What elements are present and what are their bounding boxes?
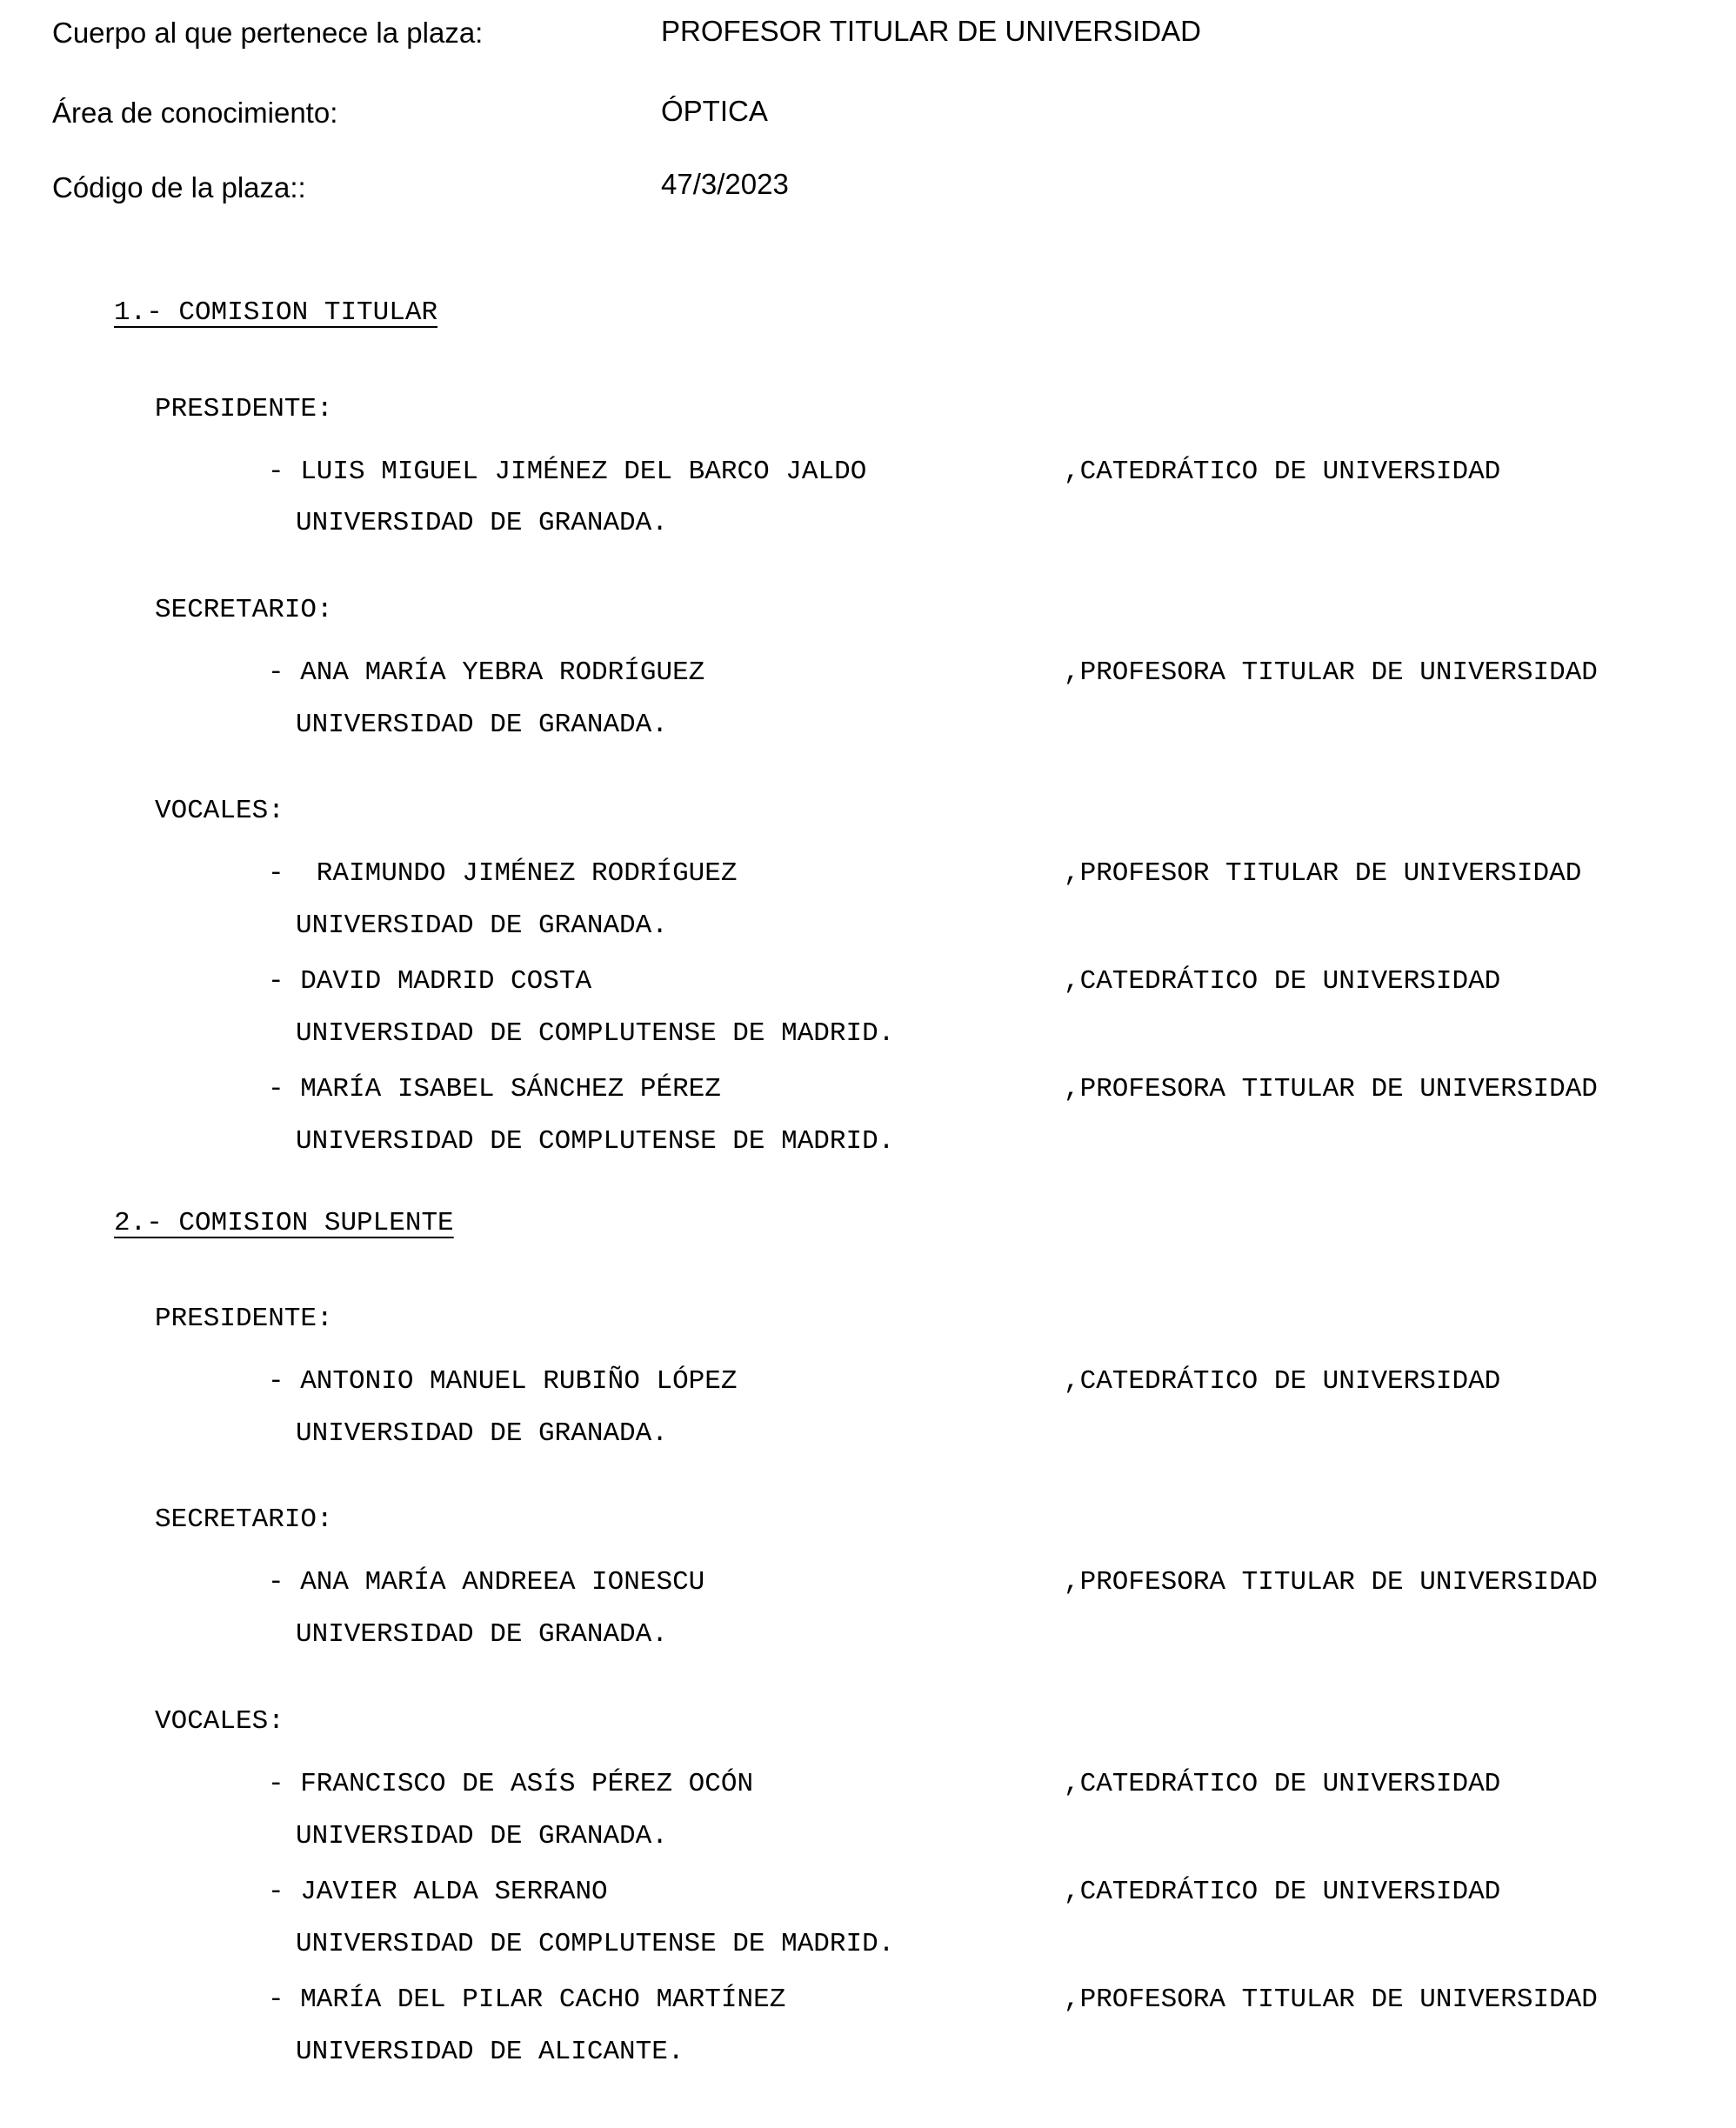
cuerpo-value: PROFESOR TITULAR DE UNIVERSIDAD [661, 15, 1201, 47]
role-label-secretario: SECRETARIO: [155, 595, 333, 625]
member-university: UNIVERSIDAD DE ALICANTE. [296, 2037, 684, 2067]
member-name: - LUIS MIGUEL JIMÉNEZ DEL BARCO JALDO [268, 457, 867, 487]
member-name: - RAIMUNDO JIMÉNEZ RODRÍGUEZ [268, 858, 738, 889]
member-name: - ANA MARÍA ANDREEA IONESCU [268, 1567, 705, 1598]
member-university: UNIVERSIDAD DE GRANADA. [296, 911, 668, 941]
member-university: UNIVERSIDAD DE COMPLUTENSE DE MADRID. [296, 1929, 895, 1959]
member-university: UNIVERSIDAD DE GRANADA. [296, 508, 668, 538]
role-label-vocales: VOCALES: [155, 796, 284, 826]
member-position: ,CATEDRÁTICO DE UNIVERSIDAD [1064, 1769, 1501, 1799]
member-name: - FRANCISCO DE ASÍS PÉREZ OCÓN [268, 1769, 754, 1799]
member-university: UNIVERSIDAD DE COMPLUTENSE DE MADRID. [296, 1018, 895, 1049]
member-position: ,CATEDRÁTICO DE UNIVERSIDAD [1064, 1366, 1501, 1397]
member-name: - MARÍA ISABEL SÁNCHEZ PÉREZ [268, 1074, 721, 1104]
codigo-value: 47/3/2023 [661, 168, 789, 200]
member-position: ,CATEDRÁTICO DE UNIVERSIDAD [1064, 966, 1501, 997]
member-name: - JAVIER ALDA SERRANO [268, 1877, 608, 1907]
codigo-label: Código de la plaza:: [52, 171, 306, 203]
member-name: - DAVID MADRID COSTA [268, 966, 592, 997]
member-name: - MARÍA DEL PILAR CACHO MARTÍNEZ [268, 1985, 786, 2015]
role-label-presidente: PRESIDENTE: [155, 394, 333, 424]
member-name: - ANA MARÍA YEBRA RODRÍGUEZ [268, 657, 705, 688]
member-name: - ANTONIO MANUEL RUBIÑO LÓPEZ [268, 1366, 738, 1397]
member-university: UNIVERSIDAD DE GRANADA. [296, 710, 668, 740]
member-position: ,PROFESORA TITULAR DE UNIVERSIDAD [1064, 1074, 1598, 1104]
role-label-secretario: SECRETARIO: [155, 1504, 333, 1535]
member-position: ,PROFESORA TITULAR DE UNIVERSIDAD [1064, 1567, 1598, 1598]
member-university: UNIVERSIDAD DE GRANADA. [296, 1619, 668, 1650]
area-value: ÓPTICA [661, 95, 768, 127]
member-university: UNIVERSIDAD DE COMPLUTENSE DE MADRID. [296, 1126, 895, 1157]
cuerpo-label: Cuerpo al que pertenece la plaza: [52, 17, 484, 49]
member-position: ,CATEDRÁTICO DE UNIVERSIDAD [1064, 457, 1501, 487]
member-position: ,CATEDRÁTICO DE UNIVERSIDAD [1064, 1877, 1501, 1907]
area-label: Área de conocimiento: [52, 97, 338, 129]
role-label-presidente: PRESIDENTE: [155, 1304, 333, 1334]
member-university: UNIVERSIDAD DE GRANADA. [296, 1418, 668, 1449]
member-position: ,PROFESORA TITULAR DE UNIVERSIDAD [1064, 657, 1598, 688]
member-university: UNIVERSIDAD DE GRANADA. [296, 1821, 668, 1851]
role-label-vocales: VOCALES: [155, 1706, 284, 1737]
member-position: ,PROFESOR TITULAR DE UNIVERSIDAD [1064, 858, 1582, 889]
member-position: ,PROFESORA TITULAR DE UNIVERSIDAD [1064, 1985, 1598, 2015]
section-title-titular: 1.- COMISION TITULAR [114, 297, 438, 328]
section-title-suplente: 2.- COMISION SUPLENTE [114, 1208, 454, 1238]
